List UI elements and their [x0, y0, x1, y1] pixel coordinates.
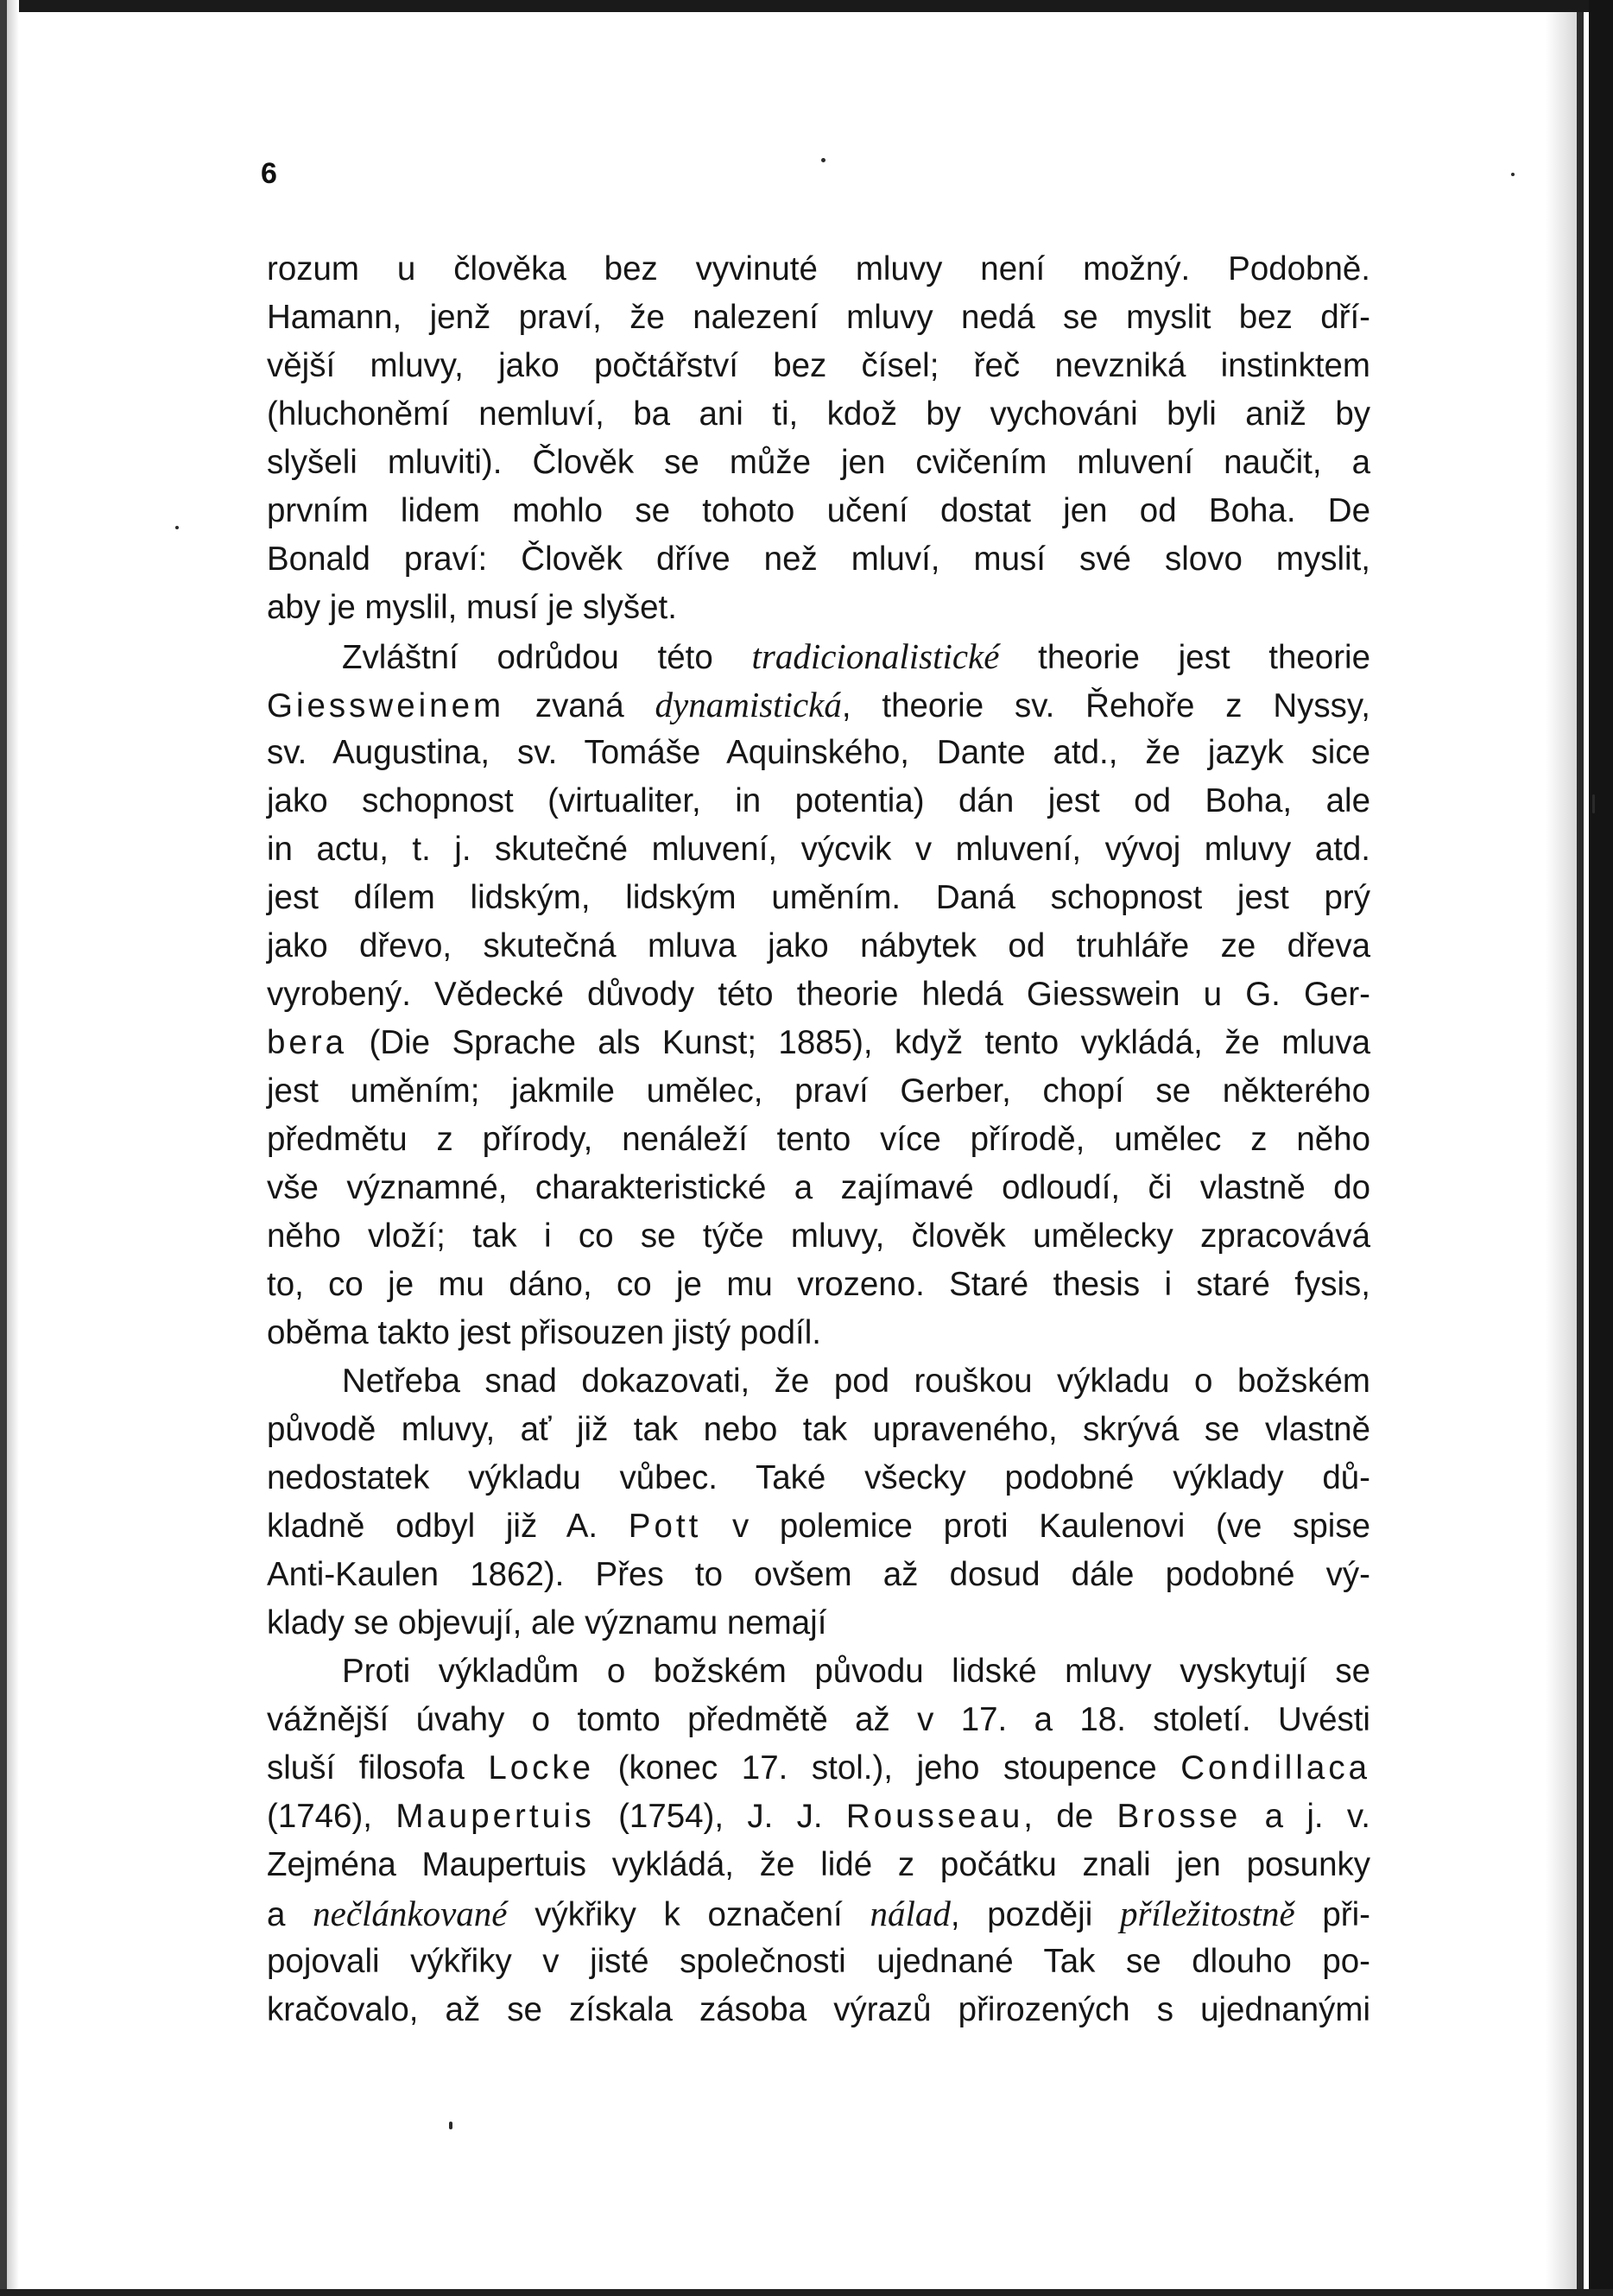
book-spine [1577, 12, 1584, 2289]
text-run: (1746), [267, 1798, 396, 1835]
text-line: slyšeli mluviti). Člověk se může jen cvičením mluvení naučit, a [267, 444, 1370, 481]
scan-border-top [0, 0, 1613, 12]
text-run: sluší filosofa [267, 1749, 489, 1787]
text-line: Anti-Kaulen 1862). Přes to ovšem až dosud dále podobné vý- [267, 1556, 1370, 1593]
text-run: Zvláštní odrůdou této [342, 639, 752, 676]
spaced-name: Rousseau [845, 1798, 1024, 1835]
dust-speck [1511, 173, 1515, 176]
text-line: oběma takto jest přisouzen jistý podíl. [267, 1314, 821, 1351]
spaced-name: Condillaca [1180, 1749, 1370, 1787]
text-run: zvaná [504, 687, 655, 724]
emphasis-term: příležitostně [1119, 1894, 1295, 1933]
scan-border-bottom [0, 2289, 1613, 2296]
text-line: jako dřevo, skutečná mluva jako nábytek od truhláře ze dřeva [267, 927, 1370, 965]
text-line: vější mluvy, jako počtářství bez čísel; řeč nevzniká instinktem [267, 347, 1370, 384]
text-line [267, 680, 1370, 729]
scan-border-left [0, 0, 7, 2296]
paragraph-start-line: Proti výkladům o božském původu lidské mluvy vyskytují se [342, 1653, 1370, 1690]
text-line: jest uměním; jakmile umělec, praví Gerber, chopí se některého [267, 1072, 1370, 1110]
text-line: Bonald praví: Člověk dříve než mluví, musí své slovo myslit, [267, 541, 1370, 578]
emphasis-term: nálad [870, 1894, 951, 1933]
emphasis-term: tradicionalistické [751, 636, 1000, 676]
emphasis-term: nečlánkované [313, 1894, 508, 1933]
text-line: vážnější úvahy o tomto předmětě až v 17. a 18. století. Uvésti [267, 1701, 1370, 1738]
dust-speck [175, 526, 179, 529]
text-run: , theorie sv. Řehoře z Nyssy, [841, 687, 1370, 724]
text-run: a j. v. [1241, 1798, 1371, 1835]
book-spine-shade [1546, 12, 1577, 2289]
text-run: , de [1023, 1798, 1117, 1835]
text-line: (hluchoněmí nemluví, ba ani ti, kdož by vychováni byli aniž by [267, 395, 1370, 433]
text-line: prvním lidem mohlo se tohoto učení dostat jen od Boha. De [267, 492, 1370, 529]
text-line: původě mluvy, ať již tak nebo tak upraveného, skrývá se vlastně [267, 1411, 1370, 1448]
paragraph-start-line: Netřeba snad dokazovati, že pod rouškou výkladu o božském [342, 1363, 1370, 1400]
spaced-name: Brosse [1116, 1798, 1242, 1835]
scan-shadow-left [7, 0, 19, 2296]
text-run: v polemice proti Kaulenovi (ve spise [701, 1508, 1370, 1545]
text-line [267, 1744, 1370, 1793]
page-body [267, 245, 1370, 2034]
paragraph-start-line [267, 632, 1370, 680]
text-line: Zejména Maupertuis vykládá, že lidé z počátku znali jen posunky [267, 1846, 1370, 1883]
spaced-name: bera [267, 1024, 348, 1061]
dust-speck [1592, 794, 1595, 813]
text-line: to, co je mu dáno, co je mu vrozeno. Staré thesis i staré fysis, [267, 1266, 1370, 1303]
emphasis-term: dynamistická [655, 685, 842, 724]
text-line: kračovalo, až se získala zásoba výrazů přirozených s ujednanými [267, 1991, 1370, 2028]
text-line: předmětu z přírody, nenáleží tento více přírodě, umělec z něho [267, 1121, 1370, 1158]
text-run: výkřiky k označení [507, 1896, 870, 1933]
text-line: něho vloží; tak i co se týče mluvy, člověk umělecky zpracovává [267, 1218, 1370, 1255]
text-line: nedostatek výkladu vůbec. Také všecky podobné výklady dů- [267, 1459, 1370, 1496]
text-line: jako schopnost (virtualiter, in potentia) dán jest od Boha, ale [267, 782, 1370, 819]
text-run: , později [950, 1896, 1120, 1933]
text-line: sv. Augustina, sv. Tomáše Aquinského, Dante atd., že jazyk sice [267, 734, 1370, 771]
text-line [267, 1793, 1370, 1841]
text-line: vše významné, charakteristické a zajímavé odloudí, či vlastně do [267, 1169, 1370, 1206]
text-run: (konec 17. stol.), jeho stoupence [594, 1749, 1181, 1787]
text-line: pojovali výkřiky v jisté společnosti ujednané Tak se dlouho po- [267, 1943, 1370, 1980]
text-run: při- [1294, 1896, 1370, 1933]
text-line [267, 1889, 1370, 1938]
text-run: (1754), J. J. [594, 1798, 846, 1835]
text-line: rozum u člověka bez vyvinuté mluvy není možný. Podobně. [267, 250, 1370, 288]
text-line: klady se objevují, ale významu nemají [267, 1604, 827, 1641]
spaced-name: Giessweinem [267, 687, 505, 724]
text-run: (Die Sprache als Kunst; 1885), když tento vykládá, že mluva [347, 1024, 1370, 1061]
scan-border-right [1589, 0, 1613, 2296]
text-run: a [267, 1896, 313, 1933]
dust-speck [821, 158, 825, 162]
dust-speck [449, 2122, 452, 2129]
text-line [267, 1019, 1370, 1067]
spaced-name: Locke [488, 1749, 595, 1787]
text-run: kladně odbyl již A. [267, 1508, 629, 1545]
page-number: 6 [261, 157, 277, 190]
text-run: theorie jest theorie [999, 639, 1370, 676]
text-line: in actu, t. j. skutečné mluvení, výcvik v mluvení, vývoj mluvy atd. [267, 831, 1370, 868]
text-line: aby je myslil, musí je slyšet. [267, 589, 677, 626]
text-line [267, 1502, 1370, 1551]
text-line: Hamann, jenž praví, že nalezení mluvy nedá se myslit bez dří- [267, 299, 1370, 336]
spaced-name: Maupertuis [395, 1798, 595, 1835]
text-line: vyrobený. Vědecké důvody této theorie hledá Giesswein u G. Ger- [267, 976, 1370, 1013]
text-line: jest dílem lidským, lidským uměním. Daná schopnost jest prý [267, 879, 1370, 916]
spaced-name: Pott [628, 1508, 702, 1545]
